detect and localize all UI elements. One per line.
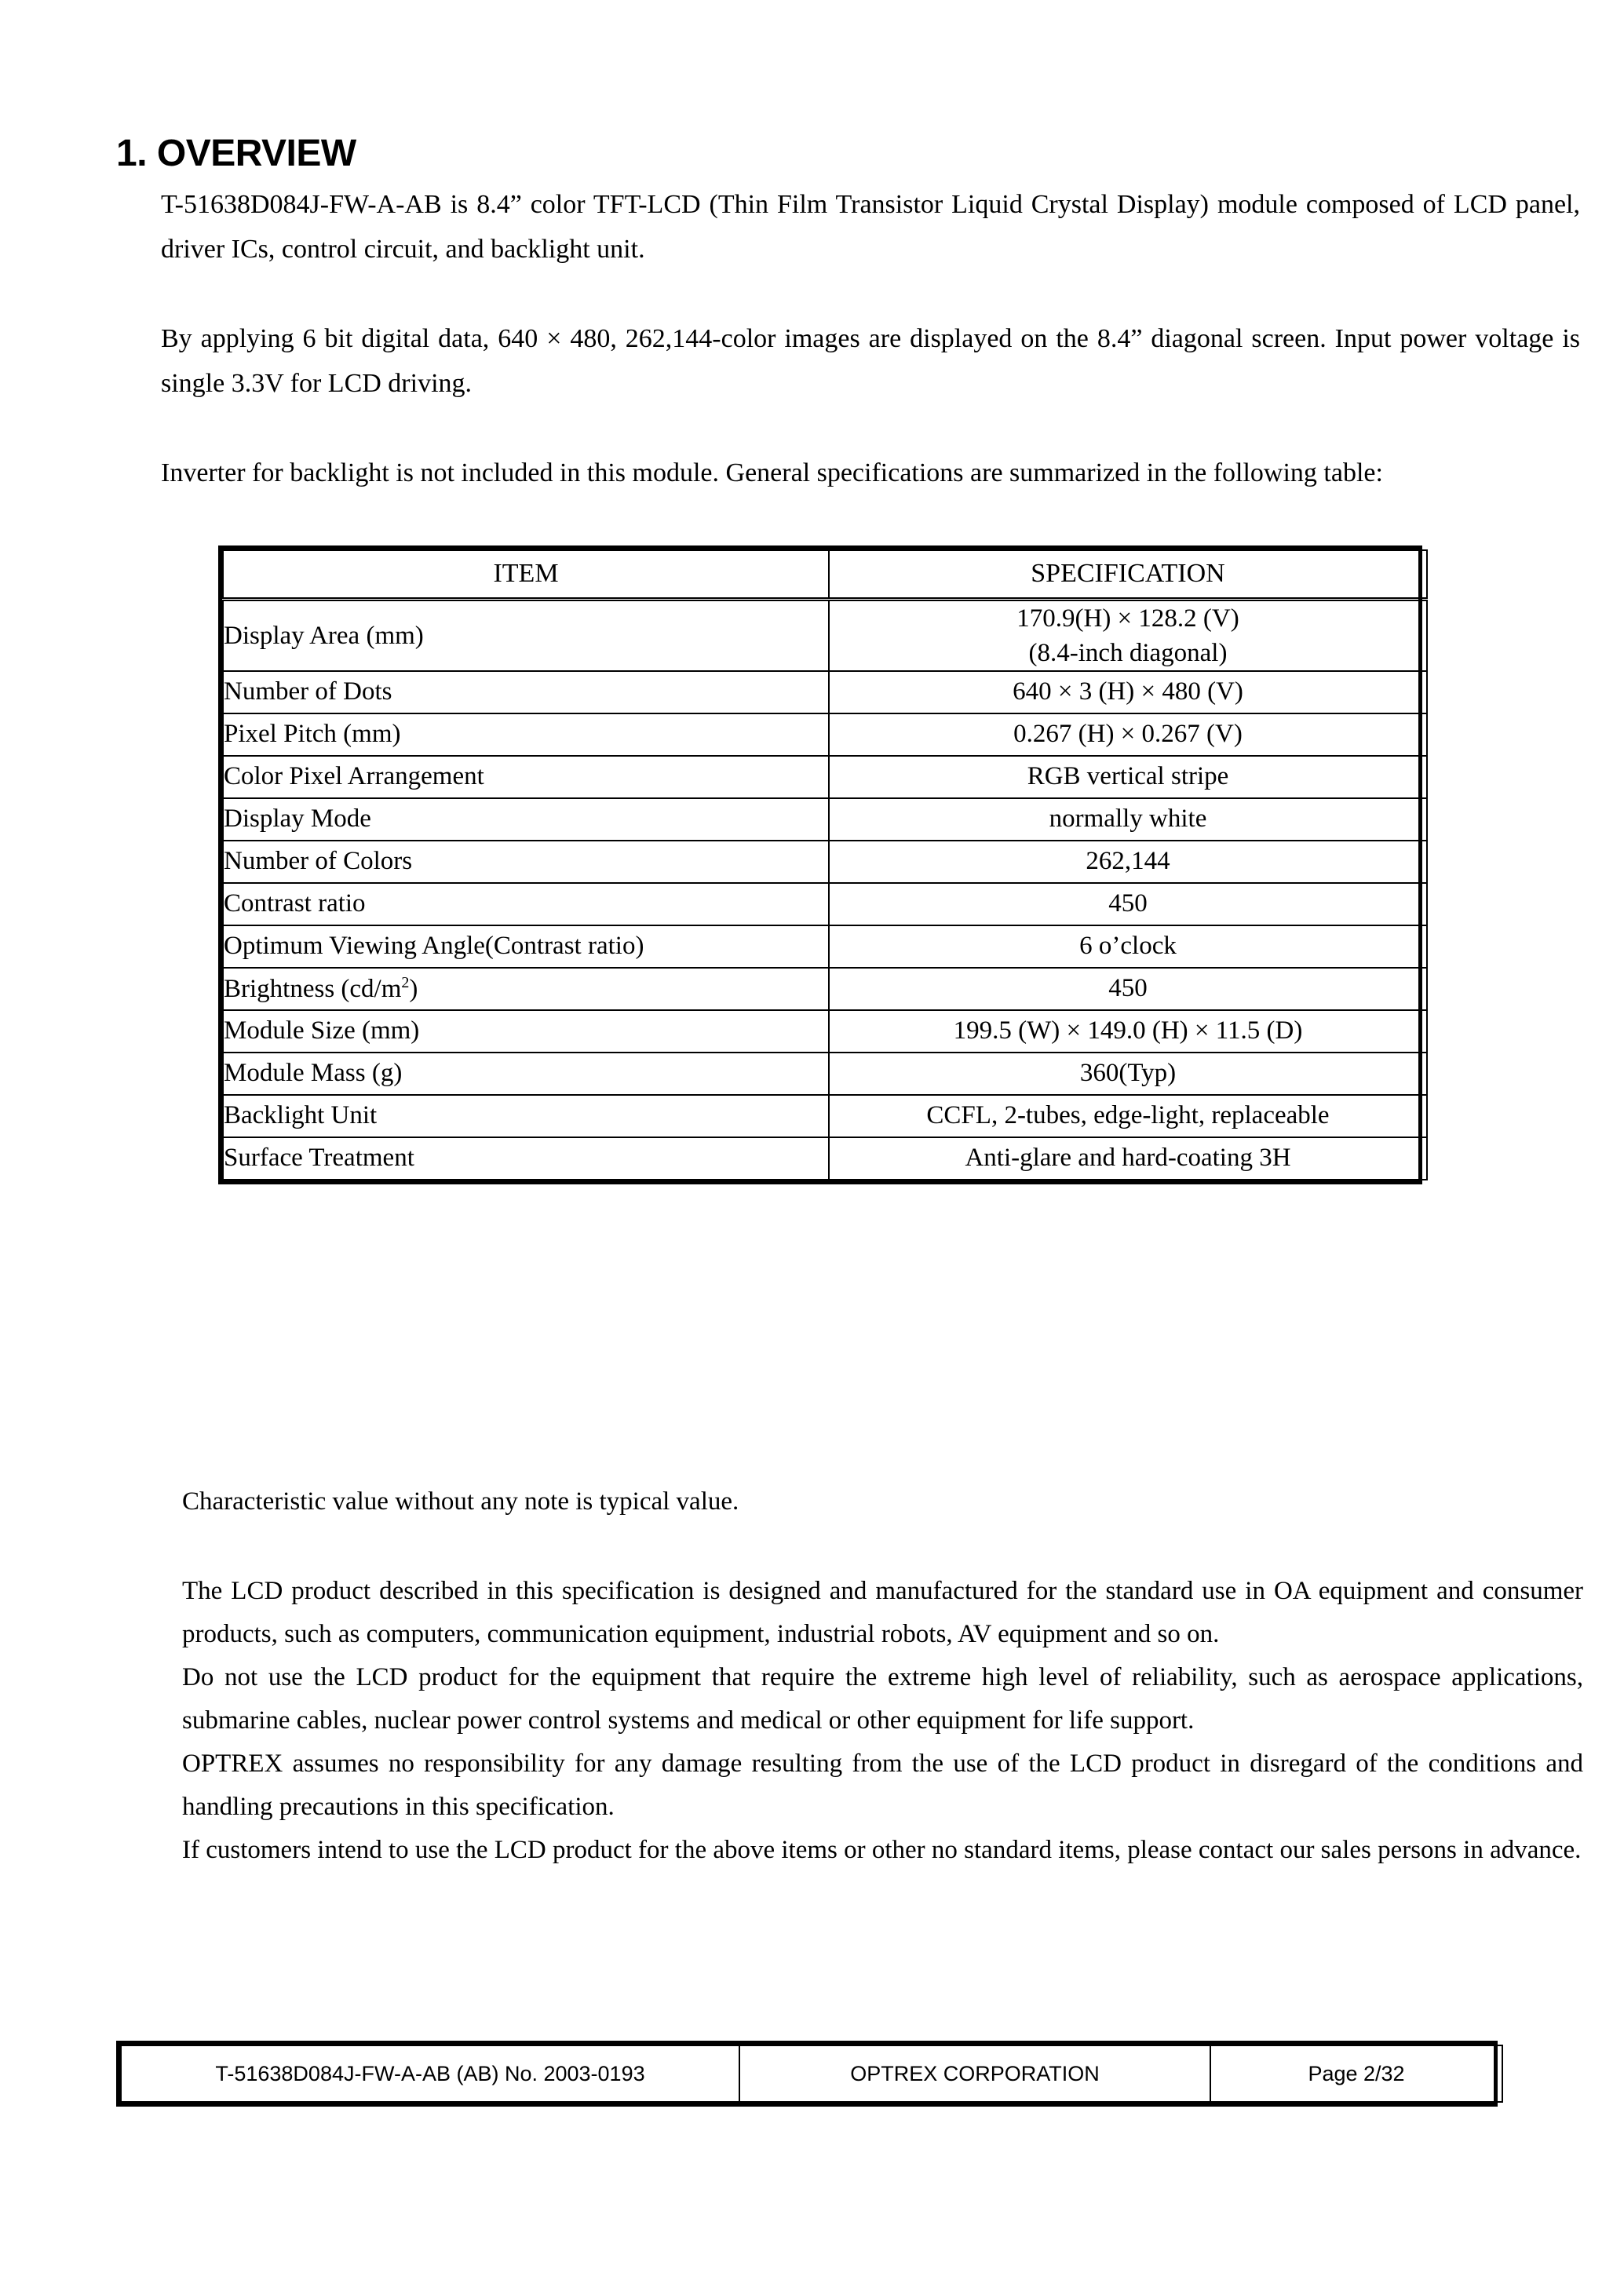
table-row xyxy=(223,713,1427,756)
legal-text-block xyxy=(182,1570,1583,1872)
page-title: 1. OVERVIEW xyxy=(116,133,356,174)
table-row xyxy=(223,1010,1427,1053)
intro-text-block xyxy=(161,182,1580,495)
specification-table-container xyxy=(218,545,1422,1184)
spec-item-label: Number of Dots xyxy=(223,671,829,713)
spec-item-value: 450 xyxy=(829,968,1427,1010)
table-row xyxy=(223,599,1427,671)
spec-item-label: Contrast ratio xyxy=(223,883,829,925)
table-row xyxy=(223,1053,1427,1095)
table-row xyxy=(223,1137,1427,1180)
table-row xyxy=(223,968,1427,1010)
table-row xyxy=(223,925,1427,968)
spec-item-label: Color Pixel Arrangement xyxy=(223,756,829,798)
legal-paragraph-4: If customers intend to use the LCD product for the above items or other no standard items, please contact our sales persons in advance. xyxy=(182,1836,1582,1864)
table-row xyxy=(223,671,1427,713)
spec-item-value: 640 × 3 (H) × 480 (V) xyxy=(829,671,1427,713)
table-header-row xyxy=(223,550,1427,599)
legal-paragraph-1: The LCD product described in this specification is designed and manufactured for the standard use in OA equipment and consumer products, such as computers, communication equipment, industrial robots, AV equipment and so on. xyxy=(182,1577,1583,1648)
spec-item-label: Module Mass (g) xyxy=(223,1053,829,1095)
table-row xyxy=(223,883,1427,925)
spec-item-value: 6 o’clock xyxy=(829,925,1427,968)
spec-item-value: 450 xyxy=(829,883,1427,925)
table-row xyxy=(223,841,1427,883)
column-header-specification: SPECIFICATION xyxy=(829,550,1427,599)
spec-item-value: RGB vertical stripe xyxy=(829,756,1427,798)
spec-item-value: CCFL, 2-tubes, edge-light, replaceable xyxy=(829,1095,1427,1137)
table-row xyxy=(223,798,1427,841)
spec-item-value: 199.5 (W) × 149.0 (H) × 11.5 (D) xyxy=(829,1010,1427,1053)
spec-item-label: Display Area (mm) xyxy=(223,599,829,671)
spec-value-line-1: 170.9(H) × 128.2 (V) xyxy=(1016,604,1239,633)
column-header-item: ITEM xyxy=(223,550,829,599)
footer-page-number: Page 2/32 xyxy=(1210,2045,1502,2102)
legal-paragraph-3: OPTREX assumes no responsibility for any damage resulting from the use of the LCD product in disregard of the conditions and handling precautions in this specification. xyxy=(182,1750,1583,1821)
footer-table xyxy=(120,2045,1503,2103)
spec-item-value: Anti-glare and hard-coating 3H xyxy=(829,1137,1427,1180)
specification-table xyxy=(222,549,1428,1180)
spec-item-label: Pixel Pitch (mm) xyxy=(223,713,829,756)
spec-item-label-superscript: 2 xyxy=(401,973,410,991)
footer-company-name: OPTREX CORPORATION xyxy=(739,2045,1210,2102)
spec-item-label: Backlight Unit xyxy=(223,1095,829,1137)
spec-value-line-2: (8.4-inch diagonal) xyxy=(1028,638,1228,667)
spec-item-label: Surface Treatment xyxy=(223,1137,829,1180)
spec-item-label: Display Mode xyxy=(223,798,829,841)
spec-item-label: Optimum Viewing Angle(Contrast ratio) xyxy=(223,925,829,968)
footer-row xyxy=(121,2045,1502,2102)
intro-paragraph-2: By applying 6 bit digital data, 640 × 480, 262,144-color images are displayed on the 8.4” diagonal screen. Input power voltage is single 3.3V for LCD driving. xyxy=(161,324,1580,398)
footer-frame xyxy=(116,2041,1498,2107)
spec-item-value xyxy=(829,599,1427,671)
spec-item-label: Number of Colors xyxy=(223,841,829,883)
spec-item-value: 360(Typ) xyxy=(829,1053,1427,1095)
spec-item-value: normally white xyxy=(829,798,1427,841)
intro-paragraph-1: T-51638D084J-FW-A-AB is 8.4” color TFT-LCD (Thin Film Transistor Liquid Crystal Display) module composed of LCD panel, driver ICs, control circuit, and backlight unit. xyxy=(161,190,1580,264)
spec-item-label xyxy=(223,968,829,1010)
footer-part-number: T-51638D084J-FW-A-AB (AB) No. 2003-0193 xyxy=(121,2045,739,2102)
spec-item-label-text: Brightness (cd/m xyxy=(224,974,402,1003)
page-footer xyxy=(116,2041,1498,2107)
intro-paragraph-3: Inverter for backlight is not included in this module. General specifications are summarized in the following table: xyxy=(161,458,1383,487)
spec-item-value: 0.267 (H) × 0.267 (V) xyxy=(829,713,1427,756)
specification-table-frame xyxy=(218,545,1422,1184)
typical-value-note: Characteristic value without any note is typical value. xyxy=(182,1487,739,1516)
paragraph-spacer xyxy=(161,272,1580,316)
paragraph-spacer xyxy=(161,406,1580,451)
spec-item-value: 262,144 xyxy=(829,841,1427,883)
spec-item-label-tail: ) xyxy=(409,974,418,1003)
table-row xyxy=(223,756,1427,798)
legal-paragraph-2: Do not use the LCD product for the equipment that require the extreme high level of reliability, such as aerospace applications, submarine cables, nuclear power control systems and medical or other equipment for life support. xyxy=(182,1663,1583,1735)
table-row xyxy=(223,1095,1427,1137)
spec-item-label: Module Size (mm) xyxy=(223,1010,829,1053)
